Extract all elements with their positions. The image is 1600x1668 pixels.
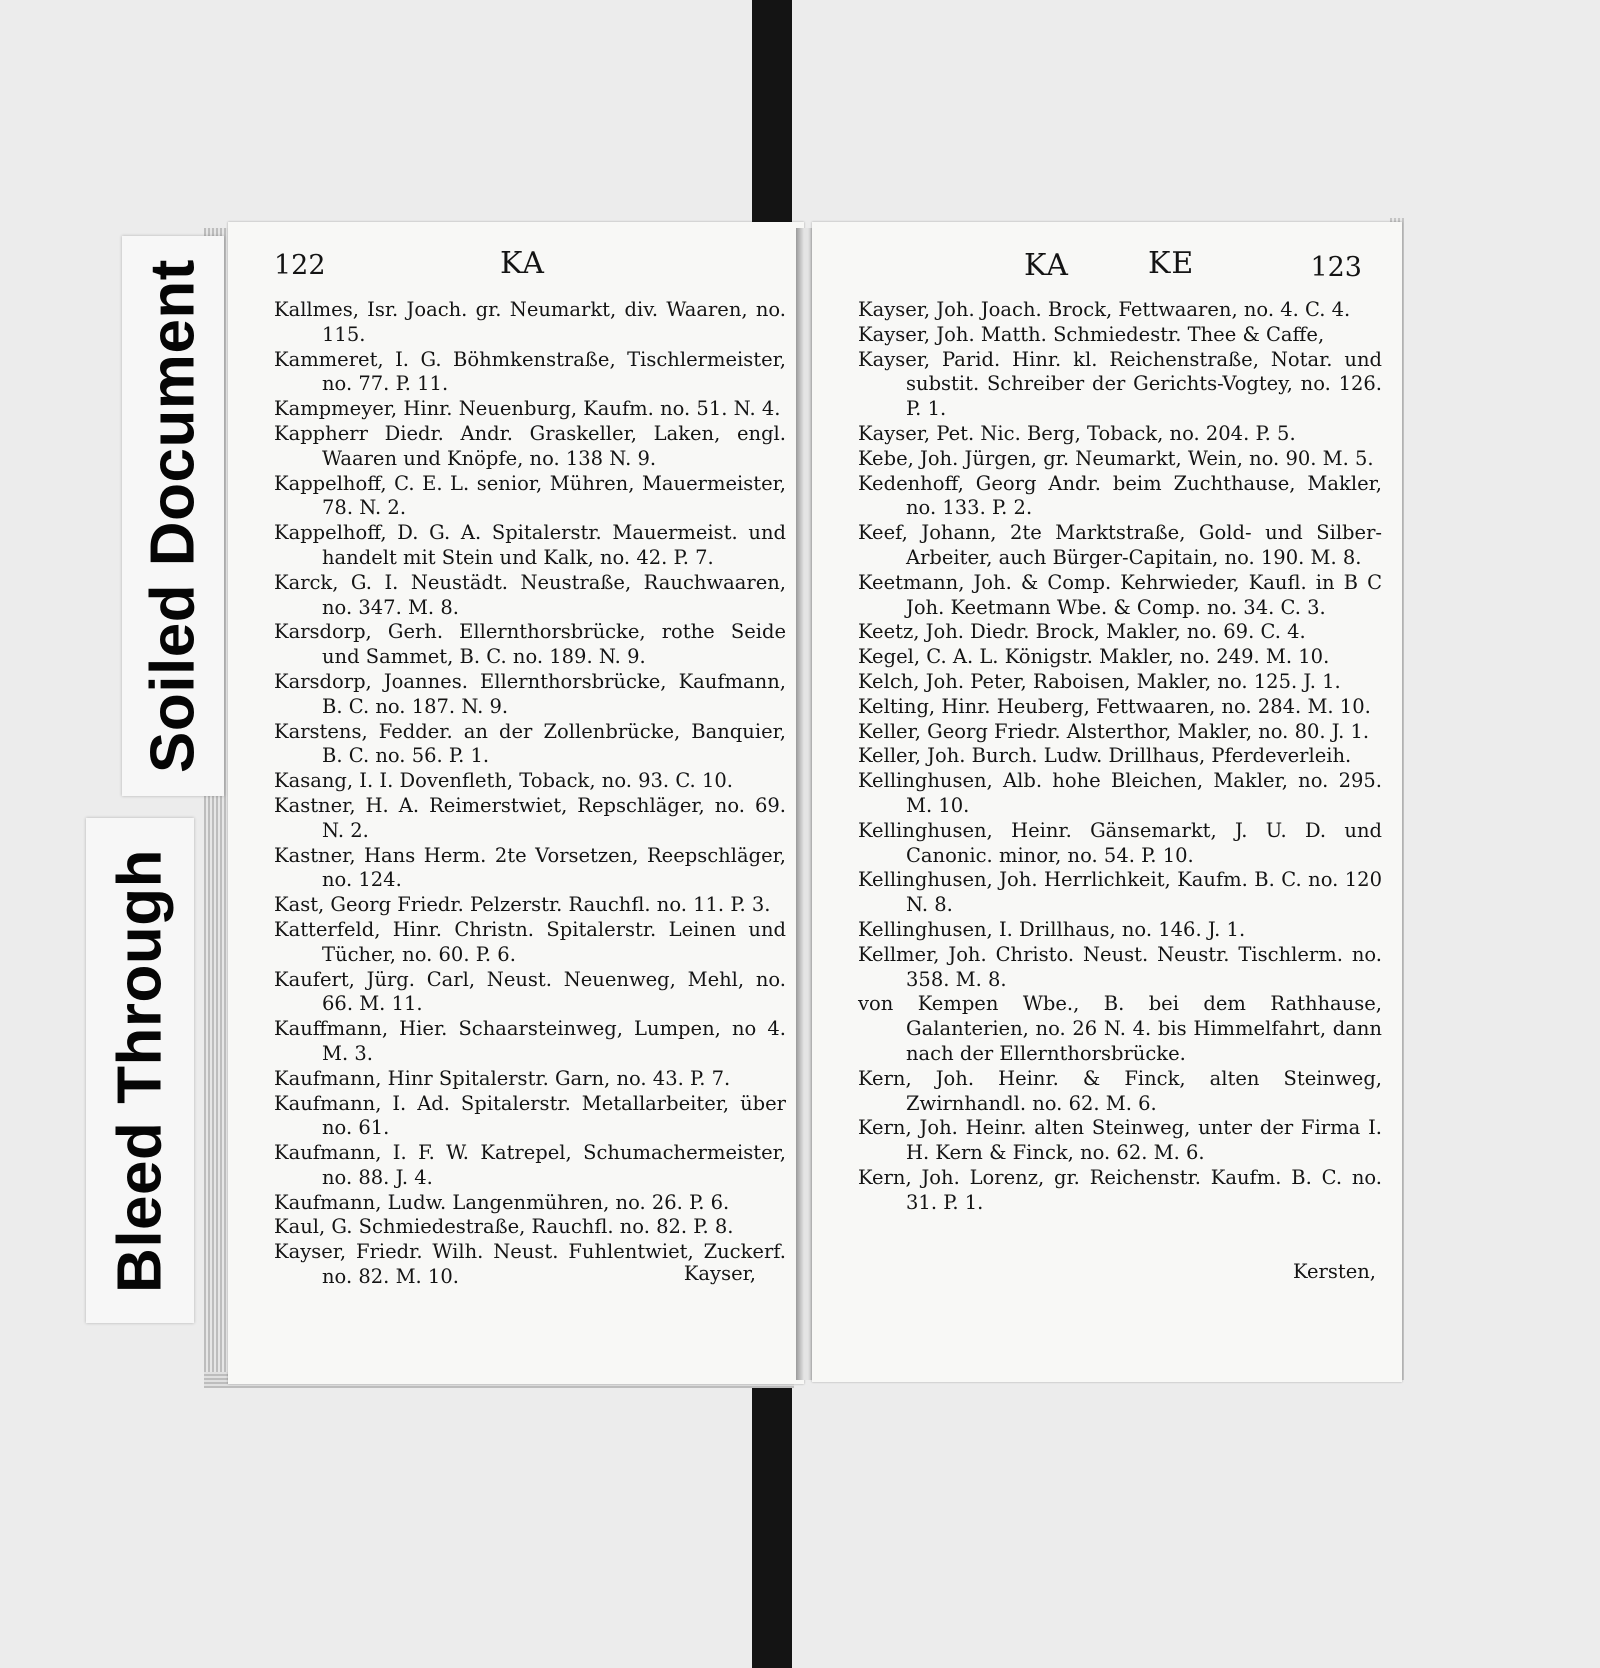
directory-entry: Kaufmann, I. F. W. Katrepel, Schumachermeister, no. 88. J. 4. xyxy=(274,1141,786,1189)
directory-entry: Kayser, Joh. Matth. Schmiedestr. Thee & Caffe, xyxy=(858,322,1325,346)
directory-entry: Kayser, Joh. Joach. Brock, Fettwaaren, no. 4. C. 4. xyxy=(858,298,1351,321)
directory-entry: Kayser, Parid. Hinr. kl. Reichenstraße, Notar. und substit. Schreiber der Gerichts-Vogtey, no. 126. P. 1. xyxy=(858,347,1382,421)
directory-entry: Kastner, H. A. Reimerstwiet, Repschläger, no. 69. N. 2. xyxy=(274,793,786,842)
directory-entry: Kellinghusen, Joh. Herrlichkeit, Kaufm. B. C. no. 120 N. 8. xyxy=(858,868,1382,917)
directory-entry: Kammeret, I. G. Böhmkenstraße, Tischlermeister, no. 77. P. 11. xyxy=(274,347,786,396)
right-page-header xyxy=(812,244,1402,288)
directory-entry: Kaufert, Jürg. Carl, Neust. Neuenweg, Mehl, no. 66. M. 11. xyxy=(274,967,786,1016)
directory-entry: Kasang, I. I. Dovenfleth, Toback, no. 93. C. 10. xyxy=(274,769,733,793)
right-catchword: Kersten, xyxy=(1292,1260,1376,1283)
directory-entry: Kaufmann, Ludw. Langenmühren, no. 26. P. 6. xyxy=(274,1190,730,1214)
right-page-running-head-right: KE xyxy=(1148,246,1195,281)
directory-entry: Kebe, Joh. Jürgen, gr. Neumarkt, Wein, no. 90. M. 5. xyxy=(858,446,1374,470)
bleed-through-label: Bleed Through xyxy=(105,848,175,1293)
left-page-number: 122 xyxy=(274,250,326,281)
directory-entry: Kappelhoff, D. G. A. Spitalerstr. Mauermeist. und handelt mit Stein und Kalk, no. 42. P. 7. xyxy=(274,521,786,569)
directory-entry: Kaul, G. Schmiedestraße, Rauchfl. no. 82. P. 8. xyxy=(274,1215,734,1239)
directory-entry: Keetz, Joh. Diedr. Brock, Makler, no. 69. C. 4. xyxy=(858,620,1306,644)
directory-entry: Kappherr Diedr. Andr. Graskeller, Laken, engl. Waaren und Knöpfe, no. 138 N. 9. xyxy=(274,421,786,470)
binding-strap-bottom xyxy=(752,1370,792,1668)
right-entry-list xyxy=(858,298,1382,1215)
left-catchword: Kayser, xyxy=(683,1262,756,1285)
directory-entry: Kedenhoff, Georg Andr. beim Zuchthause, Makler, no. 133. P. 2. xyxy=(858,471,1382,520)
directory-entry: Kern, Joh. Lorenz, gr. Reichenstr. Kaufm. B. C. no. 31. P. 1. xyxy=(858,1165,1382,1214)
directory-entry: Kast, Georg Friedr. Pelzerstr. Rauchfl. no. 11. P. 3. xyxy=(274,893,771,917)
bleed-through-label-tab xyxy=(86,818,194,1323)
directory-entry: Kelch, Joh. Peter, Raboisen, Makler, no. 125. J. 1. xyxy=(858,669,1341,693)
directory-entry: Kellinghusen, Alb. hohe Bleichen, Makler, no. 295. M. 10. xyxy=(858,769,1382,817)
directory-entry: Kern, Joh. Heinr. alten Steinweg, unter der Firma I. H. Kern & Finck, no. 62. M. 6. xyxy=(858,1116,1382,1165)
soiled-document-label: Soiled Document xyxy=(138,259,208,773)
right-page-number: 123 xyxy=(1310,252,1362,283)
directory-entry: von Kempen Wbe., B. bei dem Rathhause, Galanterien, no. 26 N. 4. bis Himmelfahrt, dann nach der Ellernthorsbrücke. xyxy=(858,992,1382,1065)
right-page xyxy=(812,222,1402,1382)
directory-entry: Kastner, Hans Herm. 2te Vorsetzen, Reepschläger, no. 124. xyxy=(274,843,786,892)
directory-entry: Kauffmann, Hier. Schaarsteinweg, Lumpen, no 4. M. 3. xyxy=(274,1017,786,1065)
binding-strap-top xyxy=(752,0,792,238)
left-entry-list xyxy=(274,298,786,1290)
directory-entry: Kayser, Friedr. Wilh. Neust. Fuhlentwiet, Zuckerf. no. 82. M. 10. xyxy=(274,1240,786,1289)
directory-entry: Karsdorp, Joannes. Ellernthorsbrücke, Kaufmann, B. C. no. 187. N. 9. xyxy=(274,669,786,718)
soiled-document-label-tab xyxy=(122,236,224,796)
directory-entry: Kelting, Hinr. Heuberg, Fettwaaren, no. 284. M. 10. xyxy=(858,694,1371,718)
right-page-running-head-left: KA xyxy=(1024,248,1069,283)
left-page xyxy=(228,222,804,1384)
directory-entry: Keetmann, Joh. & Comp. Kehrwieder, Kaufl. in B C Joh. Keetmann Wbe. & Comp. no. 34. C. 3. xyxy=(858,570,1382,619)
directory-entry: Kegel, C. A. L. Königstr. Makler, no. 249. M. 10. xyxy=(858,645,1330,669)
directory-entry: Katterfeld, Hinr. Christn. Spitalerstr. Leinen und Tücher, no. 60. P. 6. xyxy=(274,917,786,966)
left-page-running-head: KA xyxy=(500,246,545,281)
directory-entry: Kayser, Pet. Nic. Berg, Toback, no. 204. P. 5. xyxy=(858,421,1296,445)
directory-entry: Kallmes, Isr. Joach. gr. Neumarkt, div. Waaren, no. 115. xyxy=(274,298,786,346)
directory-entry: Kampmeyer, Hinr. Neuenburg, Kaufm. no. 51. N. 4. xyxy=(274,397,781,421)
directory-entry: Kaufmann, Hinr Spitalerstr. Garn, no. 43. P. 7. xyxy=(274,1066,731,1090)
directory-entry: Keller, Georg Friedr. Alsterthor, Makler, no. 80. J. 1. xyxy=(858,719,1370,743)
directory-entry: Karstens, Fedder. an der Zollenbrücke, Banquier, B. C. no. 56. P. 1. xyxy=(274,719,786,768)
directory-entry: Karck, G. I. Neustädt. Neustraße, Rauchwaaren, no. 347. M. 8. xyxy=(274,570,786,619)
directory-entry: Kern, Joh. Heinr. & Finck, alten Steinweg, Zwirnhandl. no. 62. M. 6. xyxy=(858,1066,1382,1115)
directory-entry: Keller, Joh. Burch. Ludw. Drillhaus, Pferdeverleih. xyxy=(858,744,1352,768)
directory-entry: Keef, Johann, 2te Marktstraße, Gold- und Silber-Arbeiter, auch Bürger-Capitain, no. 190. M. 8. xyxy=(858,521,1382,569)
directory-entry: Karsdorp, Gerh. Ellernthorsbrücke, rothe Seide und Sammet, B. C. no. 189. N. 9. xyxy=(274,620,786,669)
directory-entry: Kaufmann, I. Ad. Spitalerstr. Metallarbeiter, über no. 61. xyxy=(274,1091,786,1140)
directory-entry: Kellinghusen, Heinr. Gänsemarkt, J. U. D. und Canonic. minor, no. 54. P. 10. xyxy=(858,818,1382,867)
directory-entry: Kellmer, Joh. Christo. Neust. Neustr. Tischlerm. no. 358. M. 8. xyxy=(858,942,1382,991)
directory-entry: Kellinghusen, I. Drillhaus, no. 146. J. 1. xyxy=(858,917,1246,941)
directory-entry: Kappelhoff, C. E. L. senior, Mühren, Mauermeister, 78. N. 2. xyxy=(274,471,786,520)
left-page-header xyxy=(228,244,804,288)
